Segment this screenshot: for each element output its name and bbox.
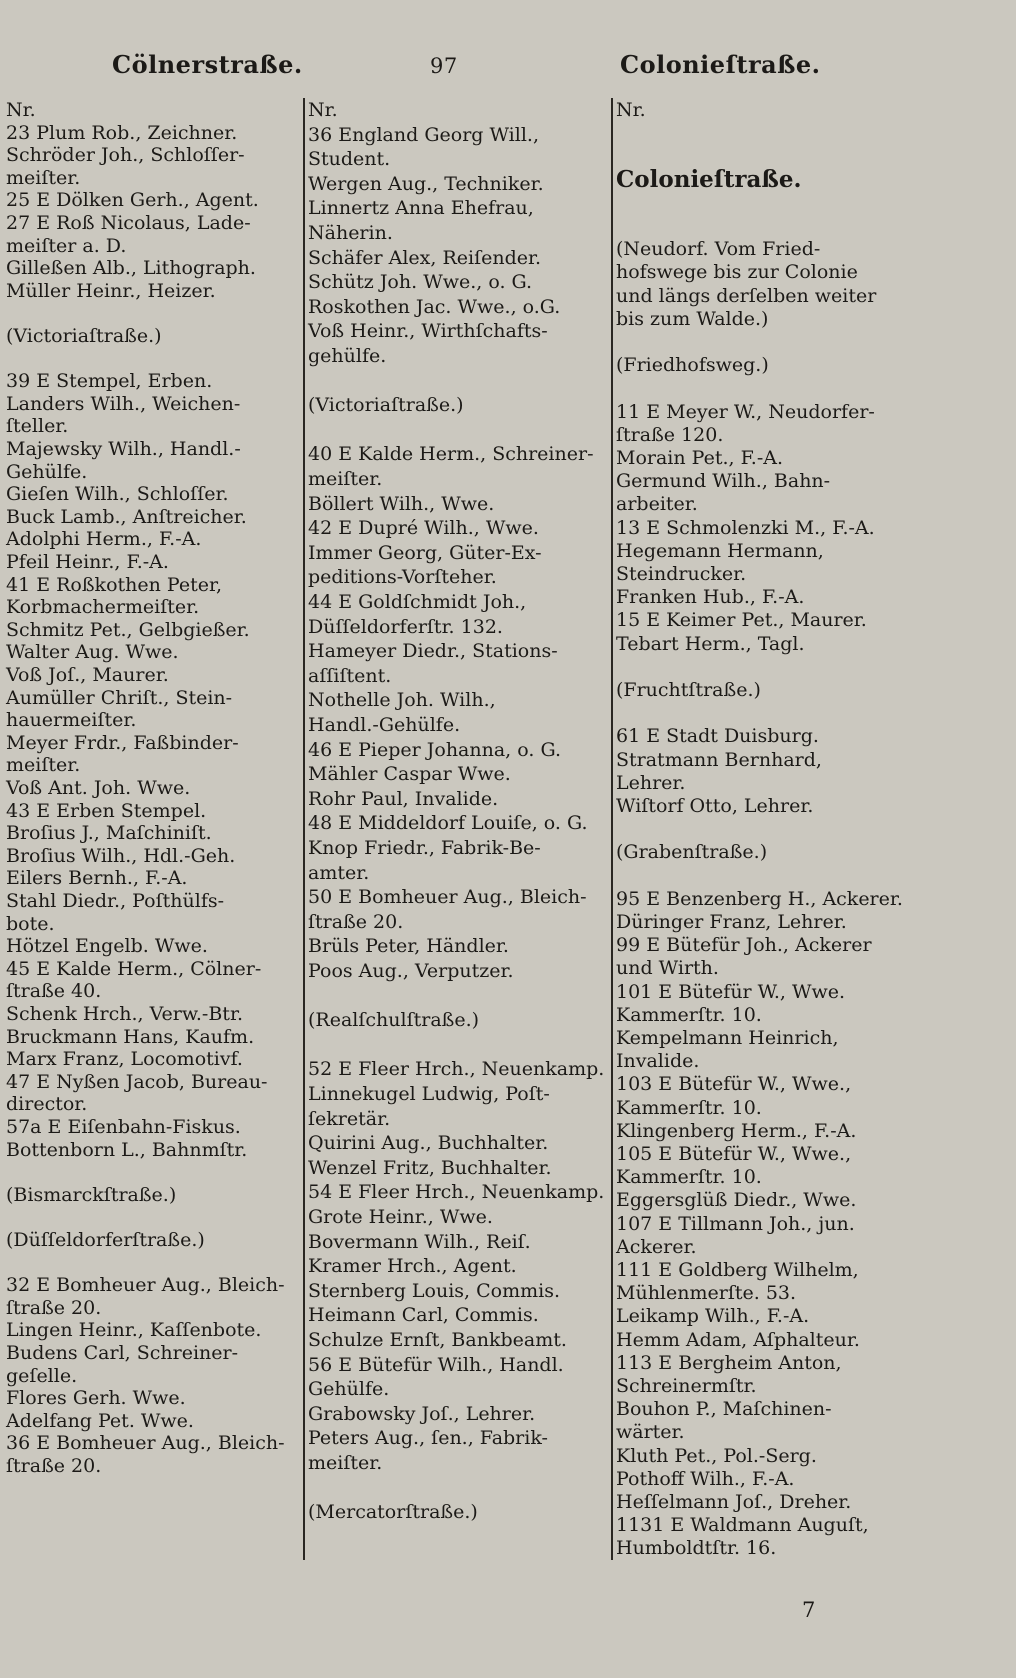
directory-line: Bruckmann Hans, Kaufm.: [6, 1025, 255, 1048]
directory-line: Bouhon P., Maſchinen-: [616, 1398, 832, 1421]
directory-line: Broſius J., Maſchiniſt.: [6, 822, 212, 845]
directory-line: Adolphi Herm., F.-A.: [6, 528, 202, 551]
directory-line: 105 E Bütefür W., Wwe.,: [616, 1143, 852, 1165]
directory-line: Schmitz Pet., Gelbgießer.: [6, 618, 250, 641]
directory-line: 101 E Bütefür W., Wwe.: [616, 980, 846, 1003]
directory-line: Nothelle Joh. Wilh.,: [308, 689, 496, 712]
directory-line: (Bismarckſtraße.): [6, 1183, 177, 1206]
directory-line: Heſſelmann Joſ., Dreher.: [616, 1491, 852, 1513]
directory-line: (Friedhofsweg.): [616, 354, 769, 377]
directory-line: 45 E Kalde Herm., Cölner-: [6, 957, 262, 980]
directory-line: Handl.-Gehülfe.: [308, 714, 461, 736]
directory-line: Stratmann Bernhard,: [616, 748, 822, 771]
directory-line: Kempelmann Heinrich,: [616, 1027, 839, 1049]
directory-line: Pfeil Heinr., F.-A.: [6, 551, 169, 573]
directory-line: Gehülfe.: [6, 460, 88, 483]
directory-line: ſtraße 20.: [308, 910, 404, 933]
signature-mark: 7: [802, 1598, 816, 1622]
directory-line: wärter.: [616, 1421, 685, 1444]
directory-line: (Düſſeldorferſtraße.): [6, 1229, 205, 1251]
directory-line: Schäfer Alex, Reiſender.: [308, 246, 542, 269]
directory-line: 27 E Roß Nicolaus, Lade-: [6, 212, 251, 234]
directory-line: 54 E Fleer Hrch., Neuenkamp.: [308, 1181, 605, 1204]
directory-line: Hameyer Diedr., Stations-: [308, 640, 558, 663]
directory-line: director.: [6, 1093, 88, 1116]
directory-line: Grabowsky Joſ., Lehrer.: [308, 1402, 536, 1425]
directory-line: Lingen Heinr., Kaſſenbote.: [6, 1319, 262, 1342]
directory-line: 11 E Meyer W., Neudorfer-: [616, 400, 875, 423]
directory-line: meiſter a. D.: [6, 234, 127, 257]
directory-line: Invalide.: [616, 1050, 700, 1073]
directory-line: 39 E Stempel, Erben.: [6, 370, 213, 393]
directory-line: Schreinermſtr.: [616, 1375, 757, 1397]
directory-line: Student.: [308, 148, 391, 171]
directory-line: 50 E Bomheuer Aug., Bleich-: [308, 886, 587, 909]
directory-line: Lehrer.: [616, 771, 686, 794]
directory-line: Böllert Wilh., Wwe.: [308, 492, 495, 515]
directory-line: meiſter.: [6, 166, 81, 189]
directory-line: Voß Heinr., Wirthſchafts-: [308, 320, 548, 343]
directory-line: Nr.: [616, 99, 646, 121]
directory-line: arbeiter.: [616, 493, 698, 516]
directory-line: 42 E Dupré Wilh., Wwe.: [308, 517, 539, 540]
directory-line: Wenzel Fritz, Buchhalter.: [308, 1156, 552, 1179]
directory-line: 99 E Bütefür Joh., Ackerer: [616, 934, 872, 957]
directory-line: Wiſtorf Otto, Lehrer.: [616, 795, 814, 817]
directory-line: 32 E Bomheuer Aug., Bleich-: [6, 1274, 285, 1297]
directory-line: und längs derſelben weiter: [616, 284, 877, 307]
header-street-right: Colonieſtraße.: [620, 50, 821, 79]
directory-line: 56 E Bütefür Wilh., Handl.: [308, 1353, 564, 1376]
directory-line: Rohr Paul, Invalide.: [308, 787, 499, 810]
directory-line: Näherin.: [308, 222, 393, 244]
directory-line: Kammerſtr. 10.: [616, 1003, 762, 1026]
directory-line: hauermeiſter.: [6, 709, 137, 732]
directory-line: Schütz Joh. Wwe., o. G.: [308, 271, 533, 294]
directory-line: 46 E Pieper Johanna, o. G.: [308, 738, 561, 761]
directory-line: Poos Aug., Verputzer.: [308, 960, 514, 982]
directory-line: Schenk Hrch., Verw.-Btr.: [6, 1003, 243, 1025]
directory-line: 47 E Nyßen Jacob, Bureau-: [6, 1070, 268, 1093]
directory-line: Müller Heinr., Heizer.: [6, 279, 216, 302]
directory-line: Kramer Hrch., Agent.: [308, 1255, 517, 1278]
directory-line: Peters Aug., ſen., Fabrik-: [308, 1427, 548, 1450]
directory-line: 36 England Georg Will.,: [308, 123, 539, 146]
directory-line: 13 E Schmolenzki M., F.-A.: [616, 516, 875, 539]
directory-line: hofswege bis zur Colonie: [616, 261, 858, 284]
directory-line: 43 E Erben Stempel.: [6, 799, 207, 822]
directory-line: 57a E Eiſenbahn-Fiskus.: [6, 1116, 241, 1138]
directory-line: bis zum Walde.): [616, 307, 769, 330]
directory-line: 36 E Bomheuer Aug., Bleich-: [6, 1432, 285, 1455]
directory-line: Mühlenmerſte. 53.: [616, 1282, 797, 1305]
directory-line: 107 E Tillmann Joh., jun.: [616, 1212, 855, 1235]
directory-line: Kammerſtr. 10.: [616, 1096, 762, 1119]
column-rule-1: [303, 98, 305, 1560]
directory-line: Flores Gerh. Wwe.: [6, 1387, 186, 1410]
directory-line: Leikamp Wilh., F.-A.: [616, 1305, 810, 1328]
directory-line: Majewsky Wilh., Handl.-: [6, 438, 241, 460]
directory-line: Bovermann Wilh., Reiſ.: [308, 1230, 531, 1253]
directory-line: gehülfe.: [308, 345, 387, 367]
directory-line: ſekretär.: [308, 1107, 391, 1130]
directory-line: Quirini Aug., Buchhalter.: [308, 1132, 549, 1155]
directory-line: Heimann Carl, Commis.: [308, 1304, 539, 1327]
directory-line: Gieſen Wilh., Schloſſer.: [6, 483, 229, 506]
directory-line: 61 E Stadt Duisburg.: [616, 725, 819, 748]
directory-line: Nr.: [308, 99, 338, 121]
directory-line: Brüls Peter, Händler.: [308, 935, 509, 958]
directory-line: (Fruchtſtraße.): [616, 679, 761, 701]
directory-line: ſtraße 40.: [6, 980, 102, 1003]
directory-line: und Wirth.: [616, 957, 719, 980]
directory-line: Germund Wilh., Bahn-: [616, 470, 831, 493]
directory-line: Immer Georg, Güter-Ex-: [308, 541, 542, 564]
directory-line: Gilleßen Alb., Lithograph.: [6, 257, 256, 280]
directory-line: Stahl Diedr., Poſthülfs-: [6, 890, 225, 912]
directory-line: aſſiſtent.: [308, 664, 392, 687]
column-rule-2: [611, 98, 613, 1560]
directory-line: (Victoriaſtraße.): [6, 325, 162, 347]
directory-line: meiſter.: [308, 468, 383, 490]
directory-line: Gehülfe.: [308, 1378, 390, 1401]
directory-line: Düringer Franz, Lehrer.: [616, 911, 847, 933]
directory-line: (Realſchulſtraße.): [308, 1009, 480, 1032]
page-number: 97: [430, 54, 458, 78]
directory-line: Morain Pet., F.-A.: [616, 447, 784, 469]
directory-line: Knop Friedr., Fabrik-Be-: [308, 837, 541, 859]
directory-line: Hegemann Hermann,: [616, 539, 824, 562]
directory-line: (Victoriaſtraße.): [308, 394, 464, 417]
directory-line: Roskothen Jac. Wwe., o.G.: [308, 295, 561, 318]
directory-line: Voß Joſ., Maurer.: [6, 664, 169, 686]
directory-line: Sternberg Louis, Commis.: [308, 1279, 560, 1302]
directory-line: 111 E Goldberg Wilhelm,: [616, 1259, 859, 1281]
directory-line: Hötzel Engelb. Wwe.: [6, 935, 208, 958]
directory-line: Korbmachermeiſter.: [6, 596, 200, 619]
directory-line: Franken Hub., F.-A.: [616, 586, 805, 609]
directory-line: 103 E Bütefür W., Wwe.,: [616, 1073, 852, 1096]
directory-line: Bottenborn L., Bahnmſtr.: [6, 1138, 248, 1161]
directory-line: bote.: [6, 912, 55, 935]
directory-line: Humboldtſtr. 16.: [616, 1537, 777, 1560]
directory-line: Adelfang Pet. Wwe.: [6, 1409, 194, 1432]
directory-line: 48 E Middeldorf Louiſe, o. G.: [308, 812, 588, 835]
directory-line: amter.: [308, 861, 370, 884]
directory-line: ſteller.: [6, 415, 69, 438]
directory-line: 95 E Benzenberg H., Ackerer.: [616, 887, 903, 910]
directory-line: 40 E Kalde Herm., Schreiner-: [308, 443, 594, 466]
directory-line: meiſter.: [308, 1452, 383, 1474]
directory-line: Nr.: [6, 99, 36, 121]
directory-line: Linnertz Anna Ehefrau,: [308, 197, 534, 220]
directory-line: ſtraße 20.: [6, 1296, 102, 1319]
directory-line: (Neudorf. Vom Fried-: [616, 238, 821, 261]
directory-line: ſtraße 20.: [6, 1455, 102, 1477]
directory-line: 52 E Fleer Hrch., Neuenkamp.: [308, 1058, 605, 1081]
directory-line: Eggersglüß Diedr., Wwe.: [616, 1189, 857, 1212]
directory-line: Aumüller Chriſt., Stein-: [6, 686, 233, 709]
directory-line: Kammerſtr. 10.: [616, 1166, 762, 1189]
directory-line: (Mercatorſtraße.): [308, 1501, 478, 1524]
directory-line: Schröder Joh., Schloſſer-: [6, 144, 245, 167]
directory-line: Mähler Caspar Wwe.: [308, 763, 511, 786]
directory-line: Buck Lamb., Anſtreicher.: [6, 505, 247, 528]
directory-line: meiſter.: [6, 754, 81, 777]
directory-line: Walter Aug. Wwe.: [6, 641, 179, 664]
directory-line: Klingenberg Herm., F.-A.: [616, 1119, 857, 1142]
directory-line: Kluth Pet., Pol.-Serg.: [616, 1444, 817, 1467]
directory-line: Eilers Bernh., F.-A.: [6, 867, 188, 890]
directory-line: Ackerer.: [616, 1235, 697, 1258]
directory-line: Tebart Herm., Tagl.: [616, 632, 805, 655]
directory-line: Colonieſtraße.: [616, 165, 802, 193]
directory-line: (Grabenſtraße.): [616, 841, 768, 864]
directory-line: Landers Wilh., Weichen-: [6, 392, 241, 415]
directory-line: Düſſeldorferſtr. 132.: [308, 615, 503, 638]
directory-line: ſtraße 120.: [616, 423, 724, 446]
directory-line: 15 E Keimer Pet., Maurer.: [616, 609, 867, 632]
directory-line: Hemm Adam, Aſphalteur.: [616, 1328, 860, 1351]
directory-line: 1131 E Waldmann Auguſt,: [616, 1514, 869, 1537]
directory-line: Budens Carl, Schreiner-: [6, 1342, 239, 1364]
directory-line: 113 E Bergheim Anton,: [616, 1351, 842, 1374]
directory-line: Marx Franz, Locomotivf.: [6, 1048, 243, 1071]
directory-line: Schulze Ernſt, Bankbeamt.: [308, 1329, 567, 1351]
directory-line: Linnekugel Ludwig, Poſt-: [308, 1083, 550, 1105]
directory-line: Pothoff Wilh., F.-A.: [616, 1467, 795, 1490]
directory-line: Voß Ant. Joh. Wwe.: [6, 777, 191, 799]
directory-line: Grote Heinr., Wwe.: [308, 1206, 493, 1228]
directory-line: 25 E Dölken Gerh., Agent.: [6, 189, 259, 212]
directory-line: Steindrucker.: [616, 563, 747, 585]
directory-line: Wergen Aug., Techniker.: [308, 172, 544, 195]
directory-line: peditions-Vorſteher.: [308, 566, 497, 589]
directory-line: Meyer Frdr., Faßbinder-: [6, 731, 239, 754]
directory-line: 41 E Roßkothen Peter,: [6, 573, 222, 596]
directory-line: Broſius Wilh., Hdl.-Geh.: [6, 844, 236, 867]
directory-line: 23 Plum Rob., Zeichner.: [6, 121, 238, 144]
header-street-left: Cölnerstraße.: [112, 50, 303, 79]
directory-line: 44 E Goldſchmidt Joh.,: [308, 591, 527, 613]
directory-line: geſelle.: [6, 1364, 78, 1387]
